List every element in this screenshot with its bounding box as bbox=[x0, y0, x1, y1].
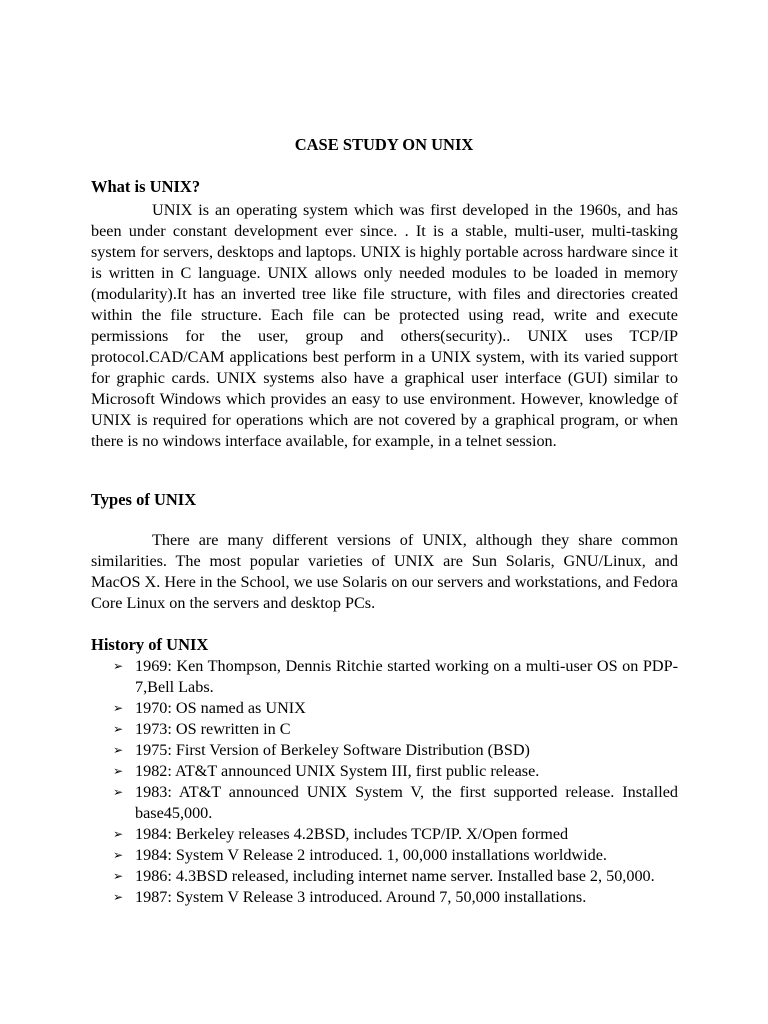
arrowhead-bullet-icon: ➢ bbox=[113, 890, 124, 904]
arrowhead-bullet-icon: ➢ bbox=[113, 827, 124, 841]
list-item bbox=[113, 698, 678, 719]
list-item-text: 1975: First Version of Berkeley Software Distribution (BSD) bbox=[135, 741, 530, 759]
list-item bbox=[113, 719, 678, 740]
arrowhead-bullet-icon: ➢ bbox=[113, 722, 124, 736]
list-item bbox=[113, 761, 678, 782]
list-item bbox=[113, 782, 678, 824]
arrowhead-bullet-icon: ➢ bbox=[113, 743, 124, 757]
document-title: CASE STUDY ON UNIX bbox=[294, 135, 474, 154]
section-heading-types-of-unix: Types of UNIX bbox=[91, 490, 197, 509]
arrowhead-bullet-icon: ➢ bbox=[113, 848, 124, 862]
list-item-text: 1969: Ken Thompson, Dennis Ritchie started working on a multi-user OS on PDP-7,Bell Labs. bbox=[135, 657, 678, 696]
list-item bbox=[113, 656, 678, 698]
list-item bbox=[113, 740, 678, 761]
list-item-text: 1973: OS rewritten in C bbox=[135, 720, 291, 738]
arrowhead-bullet-icon: ➢ bbox=[113, 764, 124, 778]
arrowhead-bullet-icon: ➢ bbox=[113, 785, 124, 799]
list-item bbox=[113, 866, 678, 887]
history-list bbox=[113, 656, 678, 908]
section-heading-what-is-unix: What is UNIX? bbox=[91, 177, 201, 196]
section-heading-history-of-unix: History of UNIX bbox=[91, 635, 209, 654]
list-item-text: 1982: AT&T announced UNIX System III, first public release. bbox=[135, 762, 540, 780]
list-item-text: 1984: Berkeley releases 4.2BSD, includes TCP/IP. X/Open formed bbox=[135, 825, 569, 843]
list-item-text: 1984: System V Release 2 introduced. 1, 00,000 installations worldwide. bbox=[135, 846, 607, 864]
arrowhead-bullet-icon: ➢ bbox=[113, 869, 124, 883]
list-item bbox=[113, 887, 678, 908]
arrowhead-bullet-icon: ➢ bbox=[113, 659, 124, 673]
paragraph-types-of-unix: There are many different versions of UNIX, although they share common similarities. The most popular varieties of UNIX are Sun Solaris, GNU/Linux, and MacOS X. Here in the School, we use Solaris on our servers and workstations, and Fedora Core Linux on the servers and desktop PCs. bbox=[91, 531, 678, 612]
list-item-text: 1987: System V Release 3 introduced. Around 7, 50,000 installations. bbox=[135, 888, 587, 906]
paragraph-what-is-unix: UNIX is an operating system which was first developed in the 1960s, and has been under constant development ever since. . It is a stable, multi-user, multi-tasking system for servers, desktops and laptops. UNIX is highly portable across hardware since it is written in C language. UNIX allows only needed modules to be loaded in memory (modularity).It has an inverted tree like file structure, with files and directories created within the file structure. Each file can be protected using read, write and execute permissions for the user, group and others(security).. UNIX uses TCP/IP protocol.CAD/CAM applications best perform in a UNIX system, with its varied support for graphic cards. UNIX systems also have a graphical user interface (GUI) similar to Microsoft Windows which provides an easy to use environment. However, knowledge of UNIX is required for operations which are not covered by a graphical program, or when there is no windows interface available, for example, in a telnet session. bbox=[91, 201, 678, 450]
list-item bbox=[113, 824, 678, 845]
list-item-text: 1986: 4.3BSD released, including internet name server. Installed base 2, 50,000. bbox=[135, 867, 655, 885]
list-item-text: 1970: OS named as UNIX bbox=[135, 699, 306, 717]
list-item-text: 1983: AT&T announced UNIX System V, the first supported release. Installed base45,000. bbox=[135, 783, 678, 822]
arrowhead-bullet-icon: ➢ bbox=[113, 701, 124, 715]
list-item bbox=[113, 845, 678, 866]
